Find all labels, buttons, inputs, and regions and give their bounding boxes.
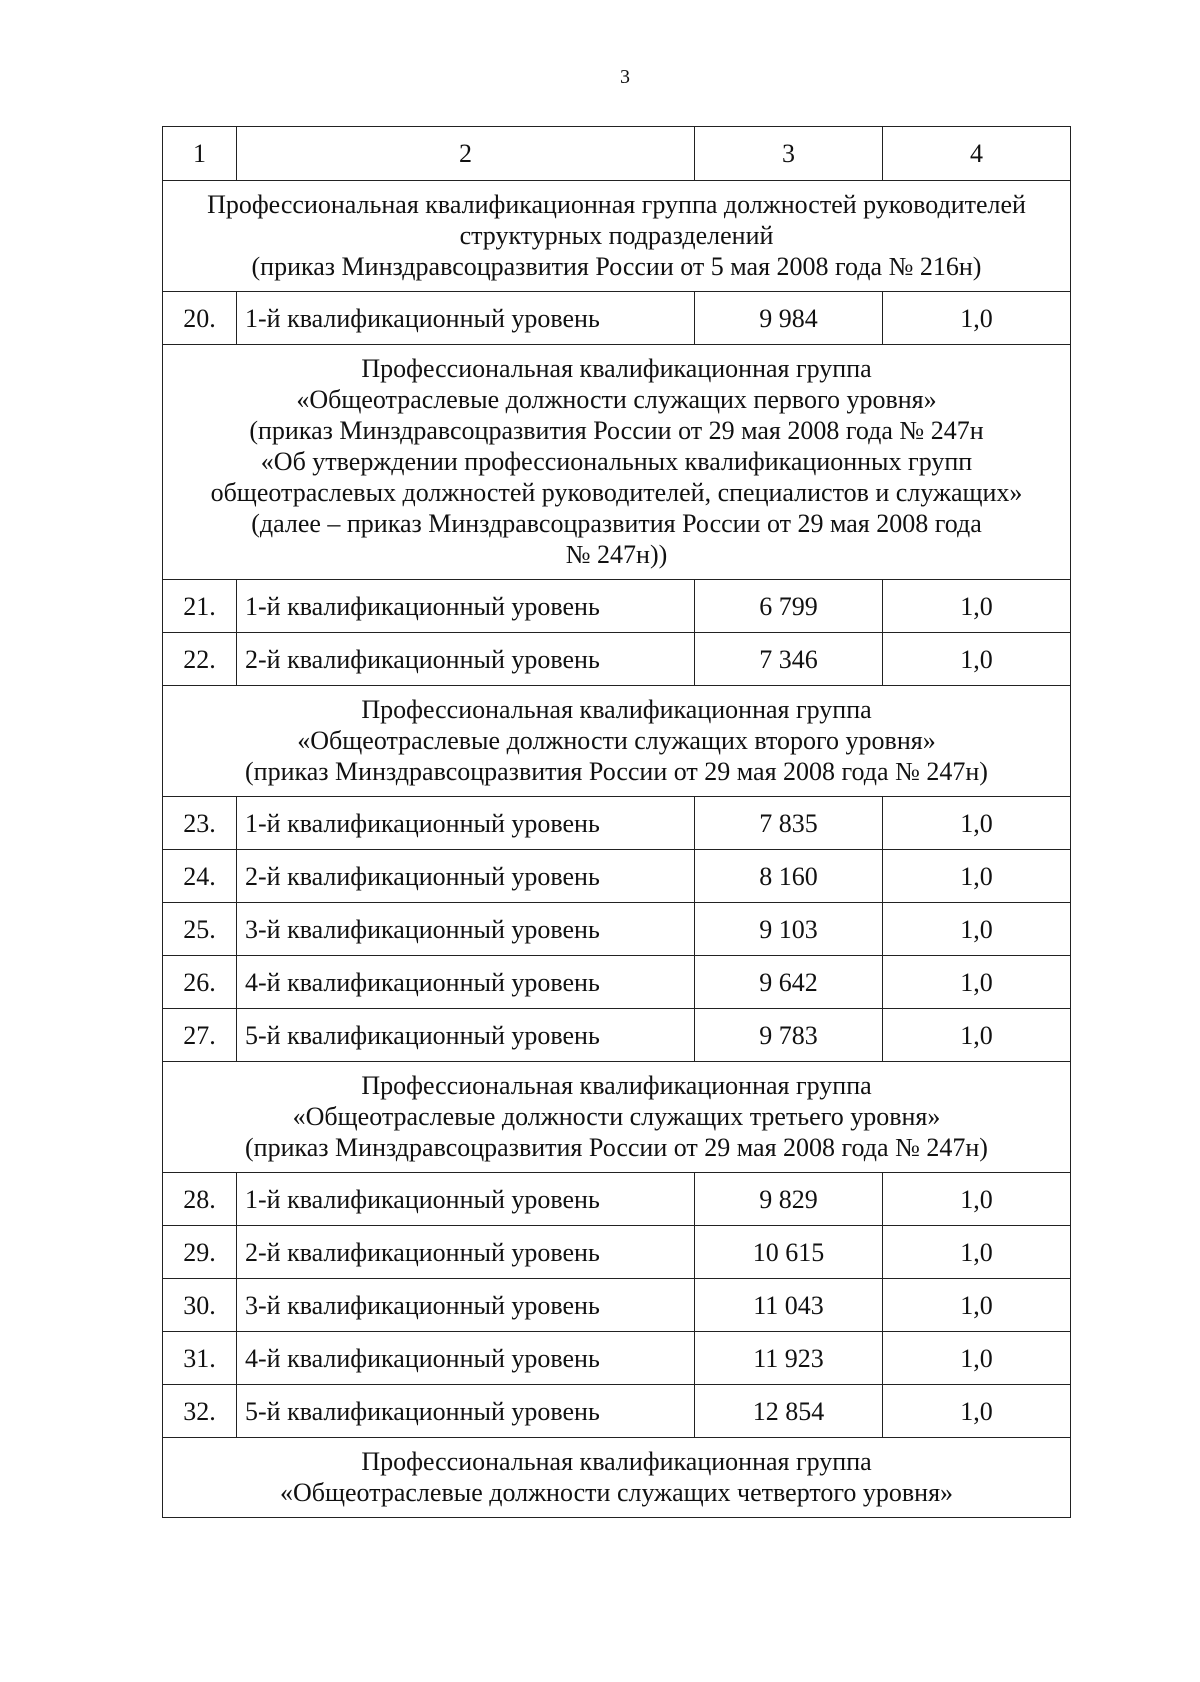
- coefficient: 1,0: [883, 633, 1071, 686]
- group-title-line: (приказ Минздравсоцразвития России от 29 мая 2008 года № 247н): [245, 757, 988, 786]
- group-title-line: общеотраслевых должностей руководителей, специалистов и служащих»: [210, 478, 1023, 507]
- group-header-row: [163, 181, 1071, 292]
- salary-amount: 9 642: [695, 956, 883, 1009]
- group-header-row: [163, 345, 1071, 580]
- salary-amount: 8 160: [695, 850, 883, 903]
- group-header-row: [163, 1438, 1071, 1518]
- coefficient: 1,0: [883, 1173, 1071, 1226]
- table-row: [163, 956, 1071, 1009]
- table-row: [163, 797, 1071, 850]
- row-number: 21.: [163, 580, 237, 633]
- group-title: [163, 686, 1071, 797]
- group-title-line: Профессиональная квалификационная группа: [361, 354, 872, 383]
- column-number-2: 2: [237, 127, 695, 181]
- row-number: 26.: [163, 956, 237, 1009]
- row-number: 30.: [163, 1279, 237, 1332]
- table-row: [163, 1226, 1071, 1279]
- coefficient: 1,0: [883, 1332, 1071, 1385]
- column-number-1: 1: [163, 127, 237, 181]
- salary-amount: 9 783: [695, 1009, 883, 1062]
- salary-amount: 9 829: [695, 1173, 883, 1226]
- row-number: 28.: [163, 1173, 237, 1226]
- group-title-line: (далее – приказ Минздравсоцразвития России от 29 мая 2008 года: [251, 509, 982, 538]
- row-number: 23.: [163, 797, 237, 850]
- coefficient: 1,0: [883, 956, 1071, 1009]
- qualification-level: 1-й квалификационный уровень: [237, 580, 695, 633]
- qualification-level: 2-й квалификационный уровень: [237, 1226, 695, 1279]
- group-header-row: [163, 686, 1071, 797]
- table-row: [163, 292, 1071, 345]
- group-title: [163, 1438, 1071, 1518]
- salary-amount: 6 799: [695, 580, 883, 633]
- row-number: 25.: [163, 903, 237, 956]
- qualification-level: 4-й квалификационный уровень: [237, 1332, 695, 1385]
- coefficient: 1,0: [883, 797, 1071, 850]
- row-number: 29.: [163, 1226, 237, 1279]
- group-title-line: (приказ Минздравсоцразвития России от 29 мая 2008 года № 247н): [245, 1133, 988, 1162]
- qualification-level: 3-й квалификационный уровень: [237, 1279, 695, 1332]
- qualification-level: 4-й квалификационный уровень: [237, 956, 695, 1009]
- group-title-line: № 247н)): [565, 540, 668, 569]
- group-title-line: Профессиональная квалификационная группа должностей руководителей: [207, 190, 1026, 219]
- qualification-level: 2-й квалификационный уровень: [237, 633, 695, 686]
- coefficient: 1,0: [883, 292, 1071, 345]
- group-title-line: Профессиональная квалификационная группа: [361, 695, 872, 724]
- salary-amount: 9 103: [695, 903, 883, 956]
- group-title-line: Профессиональная квалификационная группа: [361, 1447, 872, 1476]
- table-row: [163, 850, 1071, 903]
- table-row: [163, 1009, 1071, 1062]
- group-title-line: «Общеотраслевые должности служащих третьего уровня»: [292, 1102, 941, 1131]
- salary-amount: 7 346: [695, 633, 883, 686]
- table-body: [163, 127, 1071, 1518]
- coefficient: 1,0: [883, 1226, 1071, 1279]
- qualification-level: 3-й квалификационный уровень: [237, 903, 695, 956]
- column-number-row: [163, 127, 1071, 181]
- table-row: [163, 1279, 1071, 1332]
- group-title-line: «Общеотраслевые должности служащих четвертого уровня»: [279, 1478, 954, 1507]
- column-number-3: 3: [695, 127, 883, 181]
- row-number: 22.: [163, 633, 237, 686]
- qualification-level: 5-й квалификационный уровень: [237, 1385, 695, 1438]
- salary-amount: 10 615: [695, 1226, 883, 1279]
- qualification-level: 1-й квалификационный уровень: [237, 797, 695, 850]
- salary-amount: 7 835: [695, 797, 883, 850]
- coefficient: 1,0: [883, 1279, 1071, 1332]
- salary-amount: 12 854: [695, 1385, 883, 1438]
- group-header-row: [163, 1062, 1071, 1173]
- salary-amount: 9 984: [695, 292, 883, 345]
- table-row: [163, 580, 1071, 633]
- group-title-line: структурных подразделений: [459, 221, 774, 250]
- group-title-line: «Об утверждении профессиональных квалификационных групп: [260, 447, 973, 476]
- group-title: [163, 345, 1071, 580]
- row-number: 27.: [163, 1009, 237, 1062]
- qualification-level: 2-й квалификационный уровень: [237, 850, 695, 903]
- salary-table: [162, 126, 1071, 1518]
- coefficient: 1,0: [883, 903, 1071, 956]
- group-title: [163, 1062, 1071, 1173]
- coefficient: 1,0: [883, 850, 1071, 903]
- qualification-level: 1-й квалификационный уровень: [237, 1173, 695, 1226]
- row-number: 31.: [163, 1332, 237, 1385]
- coefficient: 1,0: [883, 1009, 1071, 1062]
- group-title-line: «Общеотраслевые должности служащих первого уровня»: [296, 385, 937, 414]
- group-title-line: (приказ Минздравсоцразвития России от 29 мая 2008 года № 247н: [249, 416, 984, 445]
- row-number: 24.: [163, 850, 237, 903]
- coefficient: 1,0: [883, 580, 1071, 633]
- qualification-level: 5-й квалификационный уровень: [237, 1009, 695, 1062]
- table-row: [163, 633, 1071, 686]
- salary-amount: 11 043: [695, 1279, 883, 1332]
- table-row: [163, 1173, 1071, 1226]
- salary-amount: 11 923: [695, 1332, 883, 1385]
- group-title-line: «Общеотраслевые должности служащих второго уровня»: [297, 726, 936, 755]
- coefficient: 1,0: [883, 1385, 1071, 1438]
- table-row: [163, 1332, 1071, 1385]
- page-number: 3: [620, 66, 630, 88]
- table-row: [163, 1385, 1071, 1438]
- table-row: [163, 903, 1071, 956]
- qualification-level: 1-й квалификационный уровень: [237, 292, 695, 345]
- group-title-line: Профессиональная квалификационная группа: [361, 1071, 872, 1100]
- row-number: 20.: [163, 292, 237, 345]
- group-title: [163, 181, 1071, 292]
- group-title-line: (приказ Минздравсоцразвития России от 5 мая 2008 года № 216н): [251, 252, 982, 281]
- column-number-4: 4: [883, 127, 1071, 181]
- row-number: 32.: [163, 1385, 237, 1438]
